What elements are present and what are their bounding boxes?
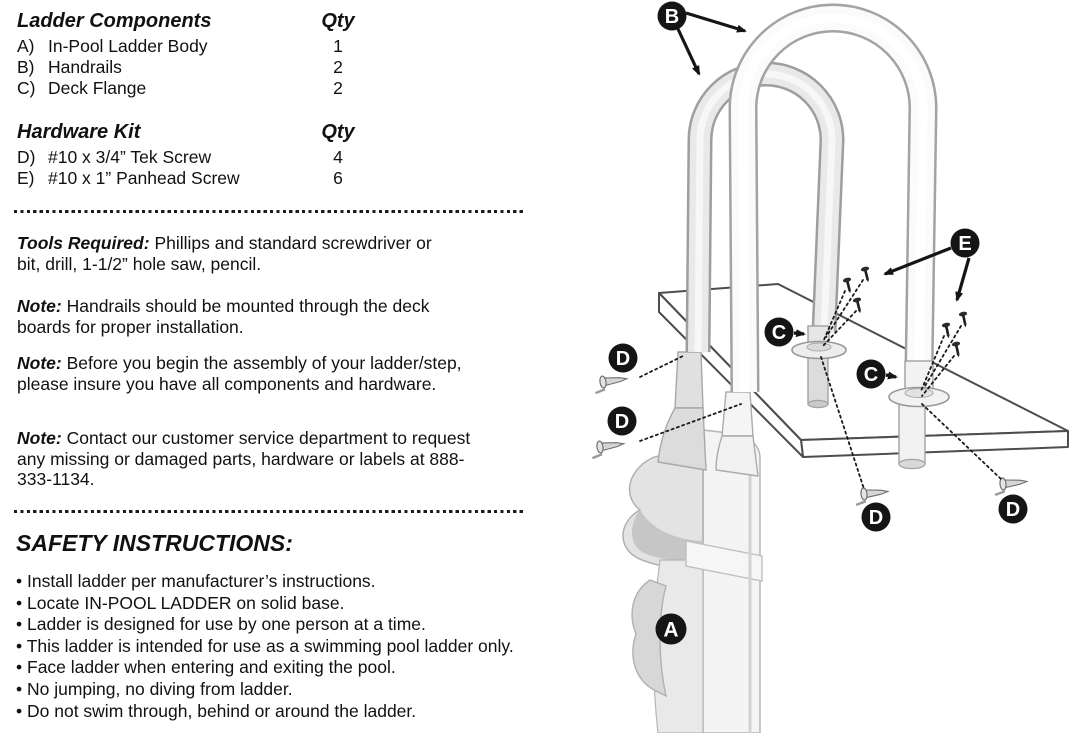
callout-letter: C (771, 322, 787, 344)
part-qty: 2 (333, 78, 343, 98)
note-label: Note: (17, 428, 62, 448)
part-label: #10 x 3/4” Tek Screw (48, 147, 212, 167)
diagram-svg (540, 0, 1080, 733)
callout-d3 (862, 503, 891, 532)
note-text: Before you begin the assembly of your ladder/step, please insure you have all components and hardware. (17, 353, 462, 394)
note-label: Note: (17, 353, 62, 373)
part-row (17, 36, 361, 57)
part-id: E) (17, 168, 35, 188)
callout-d2 (608, 407, 637, 436)
callout-e (951, 229, 980, 258)
section-heading-hardware-kit (17, 120, 361, 144)
tools-required-label: Tools Required: (17, 233, 150, 253)
callout-letter: C (863, 364, 879, 386)
part-row (17, 147, 361, 168)
callout-c-right (857, 360, 886, 389)
safety-item: • Install ladder per manufacturer’s instructions. (16, 571, 540, 593)
part-id: A) (17, 36, 35, 56)
note-paragraph (17, 428, 472, 490)
note-paragraph (17, 353, 465, 394)
part-row (17, 168, 361, 189)
section-title: Hardware Kit (17, 121, 141, 143)
qty-header: Qty (321, 121, 355, 143)
instruction-text-panel (0, 0, 540, 733)
note-paragraph (17, 296, 433, 337)
part-row (17, 78, 361, 99)
safety-item: • This ladder is intended for use as a swimming pool ladder only. (16, 636, 540, 658)
part-qty: 4 (333, 147, 343, 167)
callout-d1 (609, 344, 638, 373)
safety-item: • Do not swim through, behind or around the ladder. (16, 701, 540, 723)
callout-d4 (999, 495, 1028, 524)
note-text: Handrails should be mounted through the deck boards for proper installation. (17, 296, 430, 337)
dashed-separator (14, 210, 526, 213)
callout-letter: D (614, 411, 630, 433)
callout-c-left (765, 318, 794, 347)
part-label: Deck Flange (48, 78, 147, 98)
part-id: D) (17, 147, 36, 167)
section-title: Ladder Components (17, 10, 212, 32)
note-label: Note: (17, 296, 62, 316)
safety-item: • No jumping, no diving from ladder. (16, 679, 540, 701)
part-qty: 6 (333, 168, 343, 188)
dashed-separator (14, 510, 526, 513)
in-pool-ladder-body (623, 352, 762, 733)
qty-header: Qty (321, 10, 355, 32)
note-text: Contact our customer service department to request any missing or damaged parts, hardware or labels at 888-333-1134. (17, 428, 471, 489)
callout-letter: D (1005, 499, 1021, 521)
tools-required-text: Phillips and standard screwdriver or bit, drill, 1-1/2” hole saw, pencil. (17, 233, 432, 274)
callout-letter: B (664, 6, 680, 28)
ladder-assembly-diagram (540, 0, 1080, 733)
section-heading-ladder-components (17, 9, 361, 33)
parts-list (17, 9, 361, 189)
tools-required-paragraph (17, 233, 453, 274)
safety-item: • Face ladder when entering and exiting the pool. (16, 657, 540, 679)
part-qty: 1 (333, 36, 343, 56)
callout-letter: A (663, 618, 679, 642)
safety-item: • Locate IN-POOL LADDER on solid base. (16, 593, 540, 615)
callout-a (656, 614, 687, 645)
callout-letter: D (868, 507, 884, 529)
part-id: C) (17, 78, 36, 98)
part-label: #10 x 1” Panhead Screw (48, 168, 240, 188)
part-row (17, 57, 361, 78)
safety-instructions-list (16, 571, 540, 722)
callout-letter: D (615, 348, 631, 370)
part-label: In-Pool Ladder Body (48, 36, 208, 56)
callout-b (658, 2, 687, 31)
callout-letter: E (958, 233, 972, 255)
part-qty: 2 (333, 57, 343, 77)
part-label: Handrails (48, 57, 122, 77)
safety-item: • Ladder is designed for use by one person at a time. (16, 614, 540, 636)
part-id: B) (17, 57, 35, 77)
safety-instructions-title: SAFETY INSTRUCTIONS: (16, 530, 293, 556)
